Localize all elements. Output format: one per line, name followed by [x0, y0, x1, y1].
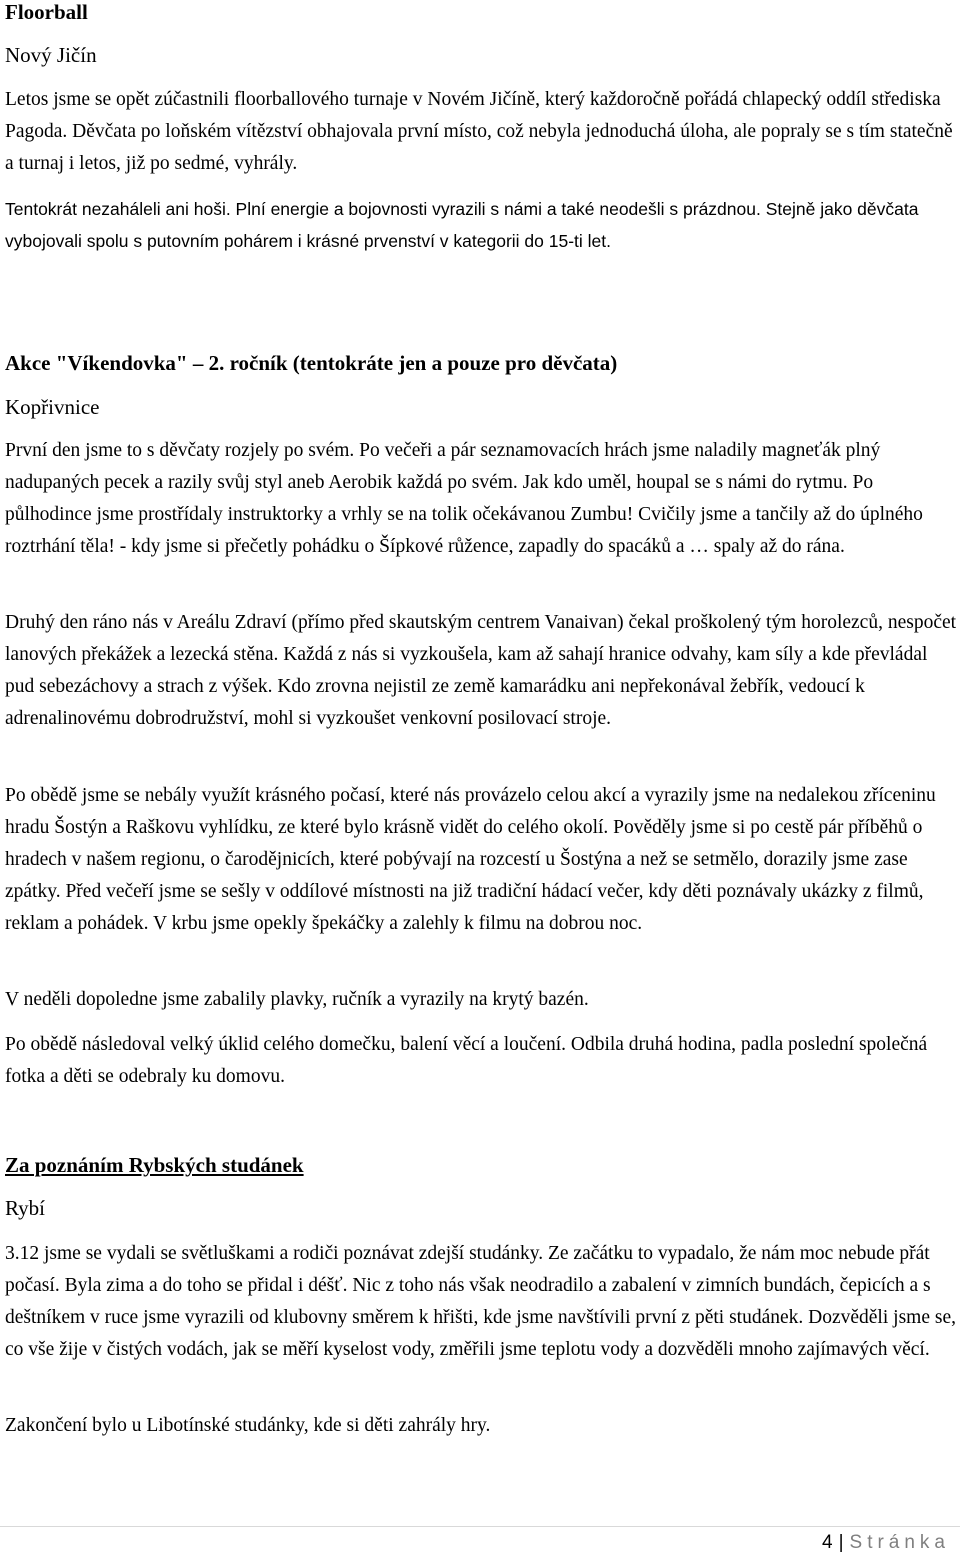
footer-page-word: Stránka — [849, 1532, 950, 1553]
paragraph-akce-5: Po obědě následoval velký úklid celého domečku, balení věcí a loučení. Odbila druhá hodina, padla poslední společná fotka a děti se odebraly ku domovu. — [5, 1034, 928, 1087]
paragraph-floorball-1: Letos jsme se opět zúčastnili floorballového turnaje v Novém Jičíně, který každoročně pořádá chlapecký oddíl střediska Pagoda. Děvčata po loňském vítězství obhajovala první místo, což nebyla jednoduchá úloha, ale popraly se s tím statečně a turnaj i letos, již po sedmé, vyhrály. — [5, 89, 953, 174]
paragraph-rybi-1: 3.12 jsme se vydali se světluškami a rodiči poznávat zdejší studánky. Ze začátku to vypadalo, že nám moc nebude přát počasí. Byla zima a do toho se přidal i déšť. Nic z toho nás však neodradilo a zabalení v zimních bundách, čepicích a s deštníkem v ruce jsme vyrazili od klubovny směrem k hřišti, kde jsme navštívili první z pěti studánek. Dozvěděli jsme se, co vše žije v čistých vodách, jak se měří kyselost vody, změřili jsme teplotu vody a dozvěděli mnoho zajímavých věcí. — [5, 1243, 956, 1360]
paragraph-akce-1: První den jsme to s děvčaty rozjely po svém. Po večeři a pár seznamovacích hrách jsme naladily magneťák plný nadupaných pecek a razily svůj styl aneb Aerobik každá po svém. Jak kdo uměl, houpal se s námi do rytmu. Po půlhodince jsme prostřídaly instruktorky a vrhly se na tolik očekávanou Zumbu! Cvičily jsme a tančily až do úplného roztrhání těla! - kdy jsme si přečetly pohádku o Šípkové růžence, zapadly do spacáků a … spaly až do rána. — [5, 440, 923, 557]
footer-separator: | — [838, 1532, 844, 1553]
section-title-rybi: Za poznáním Rybských studánek — [5, 1153, 304, 1177]
paragraph-akce-4: V neděli dopoledne jsme zabalily plavky, ručník a vyrazily na krytý bazén. — [5, 989, 589, 1010]
paragraph-akce-2: Druhý den ráno nás v Areálu Zdraví (přímo před skautským centrem Vanaivan) čekal proškolený tým horolezců, nespočet lanových překážek a lezecká stěna. Každá z nás si vyzkoušela, kam až sahají hranice odvahy, kam síly a kde převládal pud sebezáchovy a strach z výšek. Kdo zrovna nejistil ze země kamarádku ani nepřekonával žebřík, vedoucí k adrenalinovému dobrodružství, mohl si vyzkoušet venkovní posilovací stroje. — [5, 612, 957, 729]
footer-divider — [0, 1526, 960, 1527]
paragraph-rybi-2: Zakončení bylo u Libotínské studánky, kde si děti zahrály hry. — [5, 1415, 491, 1436]
paragraph-floorball-2: Tentokrát nezaháleli ani hoši. Plní energie a bojovnosti vyrazili s námi a také neodešli s prázdnou. Stejně jako děvčata vybojovali spolu s putovním pohárem i krásné prvenství v kategorii do 15-ti let. — [5, 199, 919, 251]
section-location-akce: Kopřivnice — [5, 395, 100, 419]
section-location-rybi: Rybí — [5, 1196, 46, 1220]
page-footer — [822, 1531, 950, 1555]
page-number: 4 — [822, 1532, 833, 1553]
paragraph-akce-3: Po obědě jsme se nebály využít krásného počasí, které nás provázelo celou akcí a vyrazily jsme na nedalekou zříceninu hradu Šostýn a Raškovu vyhlídku, ze které bylo krásně vidět do celého okolí. Pověděly jsme si po cestě pár příběhů o hradech v našem regionu, o čarodějnicích, které pobývají na rozcestí u Šostýna a než se setmělo, dorazily jsme zase zpátky. Před večeří jsme se sešly v oddílové místnosti na již tradiční hádací večer, kdy děti poznávaly ukázky z filmů, reklam a pohádek. V krbu jsme opekly špekáčky a zalehly k filmu na dobrou noc. — [5, 785, 936, 934]
section-title-floorball: Floorball — [5, 0, 88, 24]
section-location-floorball: Nový Jičín — [5, 43, 97, 67]
section-title-akce: Akce "Víkendovka" – 2. ročník (tentokráte jen a pouze pro děvčata) — [5, 351, 618, 375]
